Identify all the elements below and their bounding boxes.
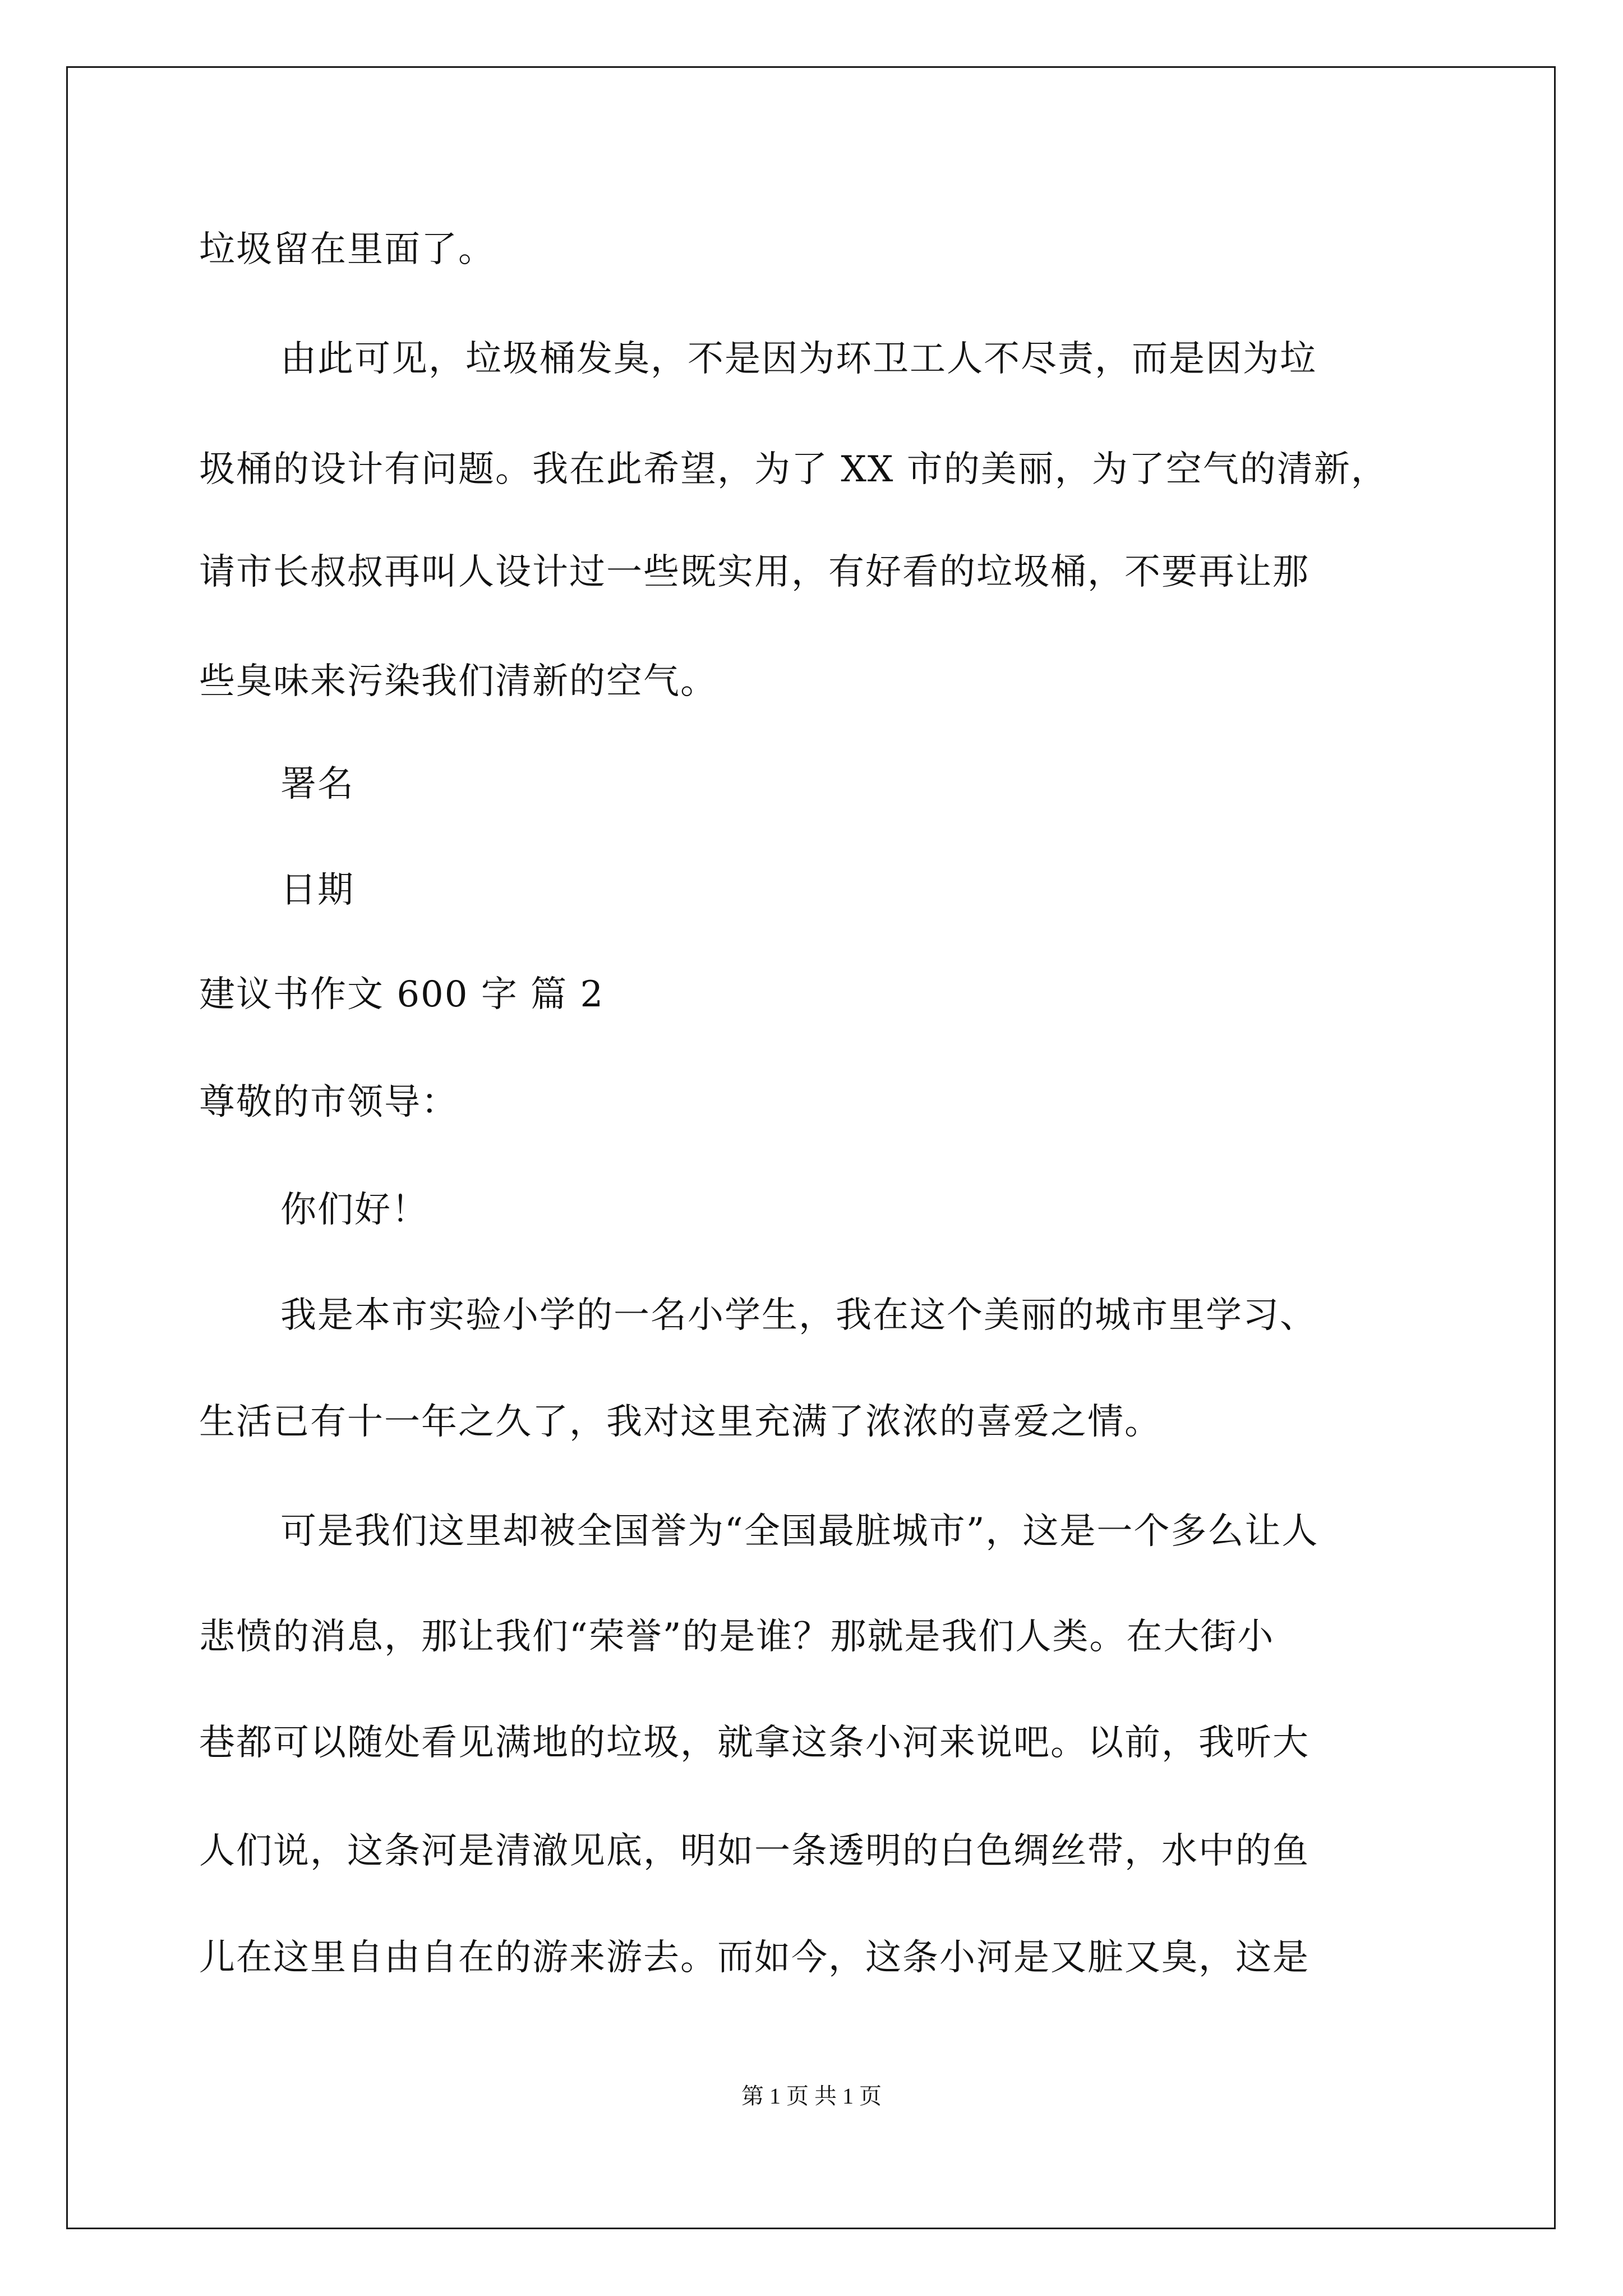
greeting: 你们好！ <box>280 1189 428 1231</box>
page-footer: 第 1 页 共 1 页 <box>741 2083 882 2109</box>
paragraph-line: 儿在这里自由自在的游来游去。而如今，这条小河是又脏又臭，这是 <box>199 1937 1310 1978</box>
paragraph-line: 生活已有十一年之久了，我对这里充满了浓浓的喜爱之情。 <box>199 1401 1161 1443</box>
page-border <box>66 66 1556 2229</box>
paragraph-line: 请市长叔叔再叫人设计过一些既实用，有好看的垃圾桶，不要再让那 <box>199 551 1310 593</box>
paragraph-line: 悲愤的消息，那让我们“荣誉”的是谁？那就是我们人类。在大街小 <box>199 1616 1275 1658</box>
date-label: 日期 <box>280 869 354 911</box>
signature-label: 署名 <box>280 763 354 805</box>
paragraph-line: 我是本市实验小学的一名小学生，我在这个美丽的城市里学习、 <box>280 1295 1317 1336</box>
paragraph-line: 可是我们这里却被全国誉为“全国最脏城市”，这是一个多么让人 <box>280 1511 1319 1552</box>
salutation: 尊敬的市领导： <box>199 1082 458 1123</box>
paragraph-line: 圾桶的设计有问题。我在此希望，为了 XX 市的美丽，为了空气的清新， <box>199 449 1388 490</box>
paragraph-line: 垃圾留在里面了。 <box>199 229 495 270</box>
paragraph-line: 些臭味来污染我们清新的空气。 <box>199 661 717 702</box>
paragraph-line: 巷都可以随处看见满地的垃圾，就拿这条小河来说吧。以前，我听大 <box>199 1722 1310 1764</box>
paragraph-line: 由此可见，垃圾桶发臭，不是因为环卫工人不尽责，而是因为垃 <box>280 338 1317 380</box>
section-heading: 建议书作文 600 字 篇 2 <box>199 974 605 1015</box>
paragraph-line: 人们说，这条河是清澈见底，明如一条透明的白色绸丝带，水中的鱼 <box>199 1830 1310 1872</box>
